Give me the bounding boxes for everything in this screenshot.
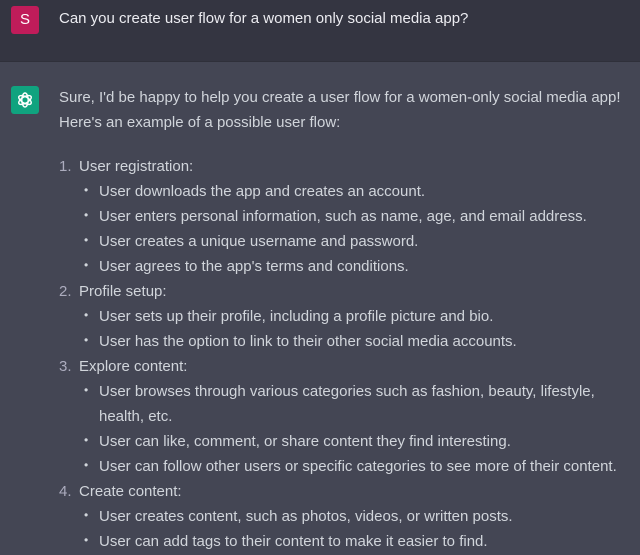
assistant-message-text bbox=[59, 85, 637, 554]
flow-step bbox=[59, 479, 637, 554]
flow-step bbox=[59, 354, 637, 479]
step-label: Explore content: bbox=[79, 358, 188, 375]
step-number: 4. bbox=[59, 483, 72, 500]
assistant-avatar bbox=[11, 86, 39, 114]
list-item: • User creates content, such as photos, videos, or written posts. bbox=[81, 504, 637, 529]
user-message-row bbox=[0, 0, 640, 62]
intro-line: Sure, I'd be happy to help you create a user flow for a women-only social media app! bbox=[59, 89, 621, 106]
list-item: • User has the option to link to their other social media accounts. bbox=[81, 329, 637, 354]
step-bullets bbox=[59, 504, 637, 554]
step-title bbox=[59, 354, 637, 379]
step-bullets bbox=[59, 304, 637, 354]
list-item: • User creates a unique username and password. bbox=[81, 229, 637, 254]
list-item: • User enters personal information, such as name, age, and email address. bbox=[81, 204, 637, 229]
flow-step bbox=[59, 279, 637, 354]
intro-line: Here's an example of a possible user flow: bbox=[59, 114, 341, 131]
step-bullets bbox=[59, 379, 637, 479]
step-number: 3. bbox=[59, 358, 72, 375]
user-flow-steps bbox=[59, 154, 637, 554]
user-avatar: S bbox=[11, 6, 39, 34]
assistant-message-row bbox=[0, 62, 640, 555]
list-item: • User can follow other users or specific categories to see more of their content. bbox=[81, 454, 637, 479]
list-item: • User browses through various categories such as fashion, beauty, lifestyle, health, etc. bbox=[81, 379, 637, 429]
step-label: Create content: bbox=[79, 483, 182, 500]
step-title bbox=[59, 479, 637, 504]
user-message-text: Can you create user flow for a women only social media app? bbox=[59, 10, 469, 27]
list-item: • User agrees to the app's terms and conditions. bbox=[81, 254, 637, 279]
list-item: • User can like, comment, or share content they find interesting. bbox=[81, 429, 637, 454]
list-item: • User sets up their profile, including a profile picture and bio. bbox=[81, 304, 637, 329]
openai-logo-icon bbox=[15, 90, 35, 110]
step-bullets bbox=[59, 179, 637, 279]
step-number: 1. bbox=[59, 158, 72, 175]
step-label: User registration: bbox=[79, 158, 194, 175]
flow-step bbox=[59, 154, 637, 279]
step-label: Profile setup: bbox=[79, 283, 167, 300]
step-number: 2. bbox=[59, 283, 72, 300]
step-title bbox=[59, 154, 637, 179]
list-item: • User can add tags to their content to make it easier to find. bbox=[81, 529, 637, 554]
step-title bbox=[59, 279, 637, 304]
list-item: • User downloads the app and creates an account. bbox=[81, 179, 637, 204]
assistant-intro bbox=[59, 85, 637, 135]
